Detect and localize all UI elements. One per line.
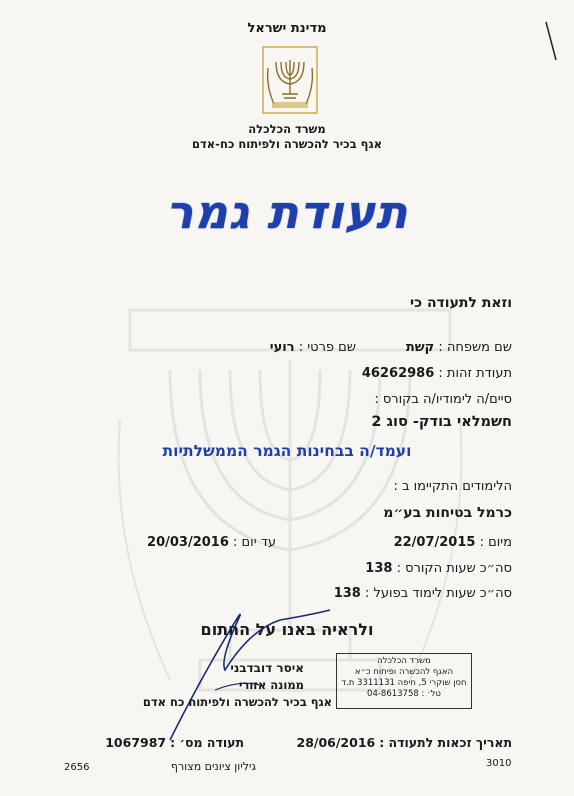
last-name-row [406, 340, 512, 355]
course-hours-value: 138 [365, 561, 393, 576]
id-row [362, 366, 512, 381]
course-hours-row [365, 561, 512, 576]
grades-sheet-note: גיליון ציונים מצורף [170, 760, 256, 773]
id-label: תעודת זהות : [438, 366, 512, 381]
first-name-row [270, 340, 356, 355]
validity-date: 28/06/2016 [296, 735, 376, 750]
state-name: מדינת ישראל [247, 21, 327, 36]
state-emblem-icon [262, 46, 318, 114]
stamp-line-1: משרד הכלכלה [377, 656, 431, 666]
validity-label: תאריך זכאות לתעודה : [379, 735, 512, 750]
stamp-line-3: חסן שוקרי 5, חיפה 3311131 ת.ד [341, 678, 467, 688]
from-date-label: מיום : [479, 535, 512, 550]
cert-number-row [105, 735, 244, 750]
certificate-title: תעודת גמר [165, 185, 409, 239]
left-code: 2656 [64, 762, 90, 773]
to-date-label: עד יום : [233, 535, 276, 550]
signatory-role: ממונה אזורי [239, 678, 304, 692]
signature-statement: ולראיה באנו על החתום [200, 620, 374, 639]
studies-label: הלימודים התקיימו ב : [393, 479, 512, 494]
stamp-line-4: טל׳ : 04-8613758 [367, 689, 441, 699]
to-date-value: 20/03/2016 [147, 535, 229, 550]
id-value: 46262986 [361, 366, 435, 381]
pen-mark [542, 20, 562, 62]
to-date-row [147, 535, 276, 550]
signatory-name: איסר דובדבני [230, 661, 304, 675]
stamp-line-2: האגף להכשרה ופיתוח כ״א [354, 667, 454, 677]
actual-hours-label: סה״כ שעות לימוד בפועל : [365, 586, 512, 601]
course-hours-label: סה״כ שעות הקורס : [396, 561, 512, 576]
course-name: חשמלאי בודק- סוג 2 [371, 414, 512, 430]
cert-number-value: 1067987 [105, 735, 167, 750]
from-date-row [394, 535, 512, 550]
completed-course-label: סיים/ה לימודיו/ה בקורס : [374, 392, 512, 407]
signatory-department: אגף בכיר להכשרה ולפיתוח כח אדם [142, 695, 332, 709]
from-date-value: 22/07/2015 [393, 535, 476, 550]
first-name-label: שם פרטי : [298, 340, 356, 355]
validity-row [297, 735, 513, 750]
office-stamp [336, 653, 472, 709]
actual-hours-value: 138 [333, 586, 361, 601]
last-name-label: שם משפחה : [438, 340, 512, 355]
intro-text: וזאת לתעודה כי [410, 295, 512, 311]
cert-number-label: תעודה מס׳ : [170, 735, 244, 750]
institution-name: כרמל בטיחות בע״מ [383, 505, 512, 521]
last-name-value: קשת [405, 340, 435, 355]
actual-hours-row [334, 586, 512, 601]
exams-statement: ועמד/ה בבחינות הגמר הממשלתיות [162, 442, 412, 460]
department-name: אגף בכיר להכשרה ולפיתוח כח-אדם [192, 137, 382, 151]
right-code: 3010 [486, 758, 512, 769]
ministry-name: משרד הכלכלה [248, 122, 326, 136]
first-name-value: רועי [269, 340, 295, 355]
